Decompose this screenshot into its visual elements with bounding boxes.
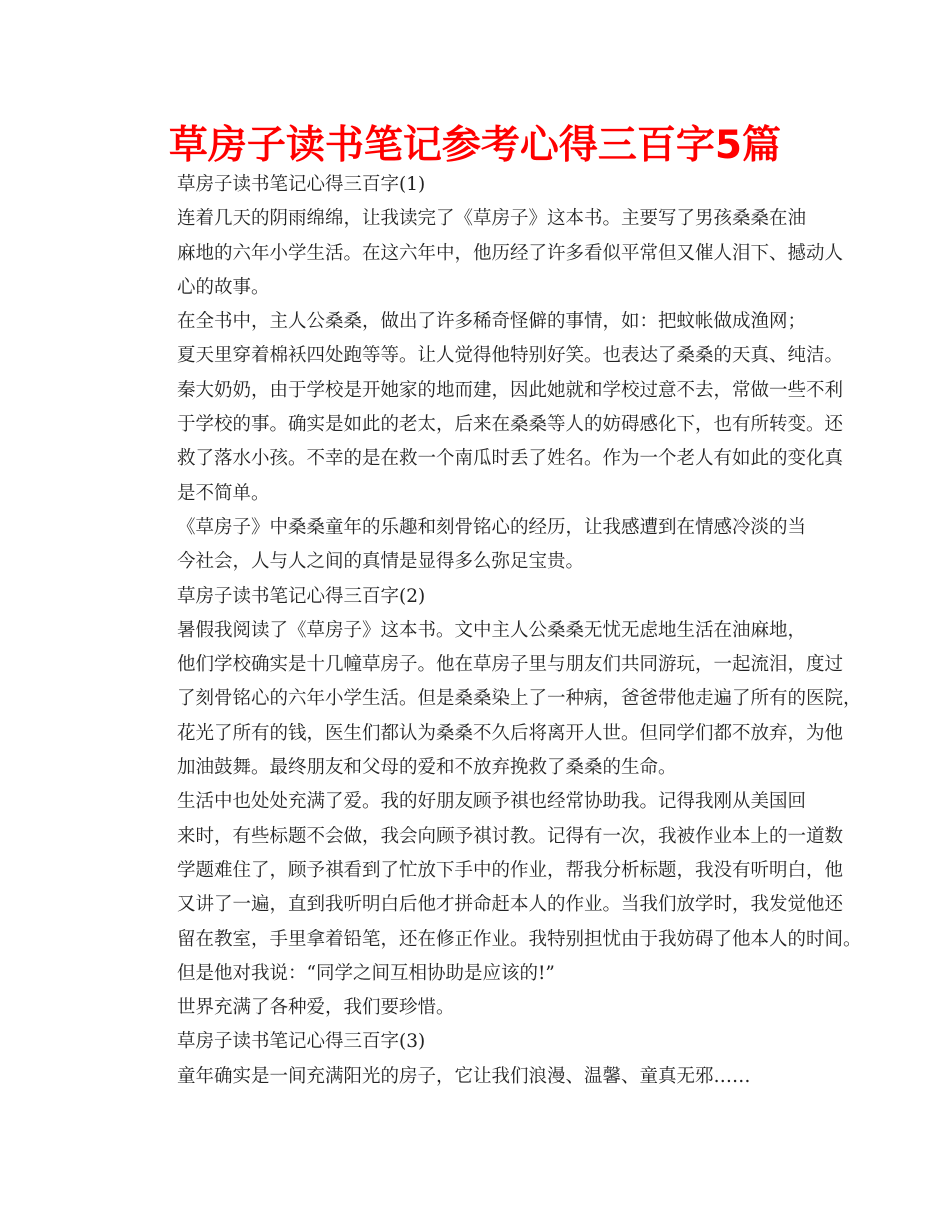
text-line: 生活中也处处充满了爱。我的好朋友顾予祺也经常协助我。记得我刚从美国回 xyxy=(177,791,807,813)
text-line: 今社会，人与人之间的真情是显得多么弥足宝贵。 xyxy=(177,551,585,573)
paragraph xyxy=(140,511,812,580)
text-line: 花光了所有的钱，医生们都认为桑桑不久后将离开人世。但同学们都不放弃，为他 xyxy=(177,722,844,744)
text-line: 秦大奶奶，由于学校是开她家的地而建，因此她就和学校过意不去，常做一些不利 xyxy=(177,379,844,401)
text-line: 加油鼓舞。最终朋友和父母的爱和不放弃挽救了桑桑的生命。 xyxy=(177,757,677,779)
section-heading xyxy=(140,580,812,614)
text-line: 于学校的事。确实是如此的老太，后来在桑桑等人的妨碍感化下，也有所转变。还 xyxy=(177,414,844,436)
text-line: 留在教室，手里拿着铅笔，还在修正作业。我特别担忧由于我妨碍了他本人的时间。 xyxy=(177,928,862,950)
paragraph xyxy=(140,614,862,785)
text-line: 是不简单。 xyxy=(177,482,270,504)
text-line: 了刻骨铭心的六年小学生活。但是桑桑染上了一种病，爸爸带他走遍了所有的医院， xyxy=(177,688,862,710)
text-line: 草房子读书笔记心得三百字(2) xyxy=(177,585,426,607)
text-line: 学题难住了，顾予祺看到了忙放下手中的作业，帮我分析标题，我没有听明白，他 xyxy=(177,859,844,881)
paragraph xyxy=(140,785,862,991)
text-line: 连着几天的阴雨绵绵，让我读完了《草房子》这本书。主要写了男孩桑桑在油 xyxy=(177,208,807,230)
section-heading xyxy=(140,168,812,202)
text-line: 草房子读书笔记心得三百字(1) xyxy=(177,174,426,195)
text-line: 但是他对我说：“同学之间互相协助是应该的!” xyxy=(177,962,555,984)
text-line: 暑假我阅读了《草房子》这本书。文中主人公桑桑无忧无虑地生活在油麻地， xyxy=(177,619,807,641)
text-line: 在全书中，主人公桑桑，做出了许多稀奇怪僻的事情，如：把蚊帐做成渔网； xyxy=(177,311,807,333)
text-line: 来时，有些标题不会做，我会向顾予祺讨教。记得有一次，我被作业本上的一道数 xyxy=(177,825,844,847)
paragraph xyxy=(140,305,844,511)
paragraph xyxy=(140,202,844,305)
paragraph xyxy=(140,991,812,1025)
document-title: 草房子读书笔记参考心得三百字5篇 xyxy=(168,123,782,168)
text-line: 救了落水小孩。不幸的是在救一个南瓜时丢了姓名。作为一个老人有如此的变化真 xyxy=(177,448,844,470)
paragraph xyxy=(140,1060,812,1094)
text-line: 《草房子》中桑桑童年的乐趣和刻骨铭心的经历，让我感遭到在情感冷淡的当 xyxy=(177,516,807,538)
text-line: 他们学校确实是十几幢草房子。他在草房子里与朋友们共同游玩，一起流泪，度过 xyxy=(177,654,844,676)
text-line: 又讲了一遍，直到我听明白后他才拼命赶本人的作业。当我们放学时，我发觉他还 xyxy=(177,894,844,916)
text-line: 草房子读书笔记心得三百字(3) xyxy=(177,1031,426,1053)
text-line: 童年确实是一间充满阳光的房子，它让我们浪漫、温馨、童真无邪…… xyxy=(177,1065,751,1087)
text-line: 世界充满了各种爱，我们要珍惜。 xyxy=(177,997,455,1019)
document-body xyxy=(140,168,862,1094)
text-line: 麻地的六年小学生活。在这六年中，他历经了许多看似平常但又催人泪下、撼动人 xyxy=(177,242,844,264)
text-line: 心的故事。 xyxy=(177,276,270,298)
section-heading xyxy=(140,1025,812,1059)
text-line: 夏天里穿着棉袄四处跑等等。让人觉得他特别好笑。也表达了桑桑的天真、纯洁。 xyxy=(177,345,844,367)
